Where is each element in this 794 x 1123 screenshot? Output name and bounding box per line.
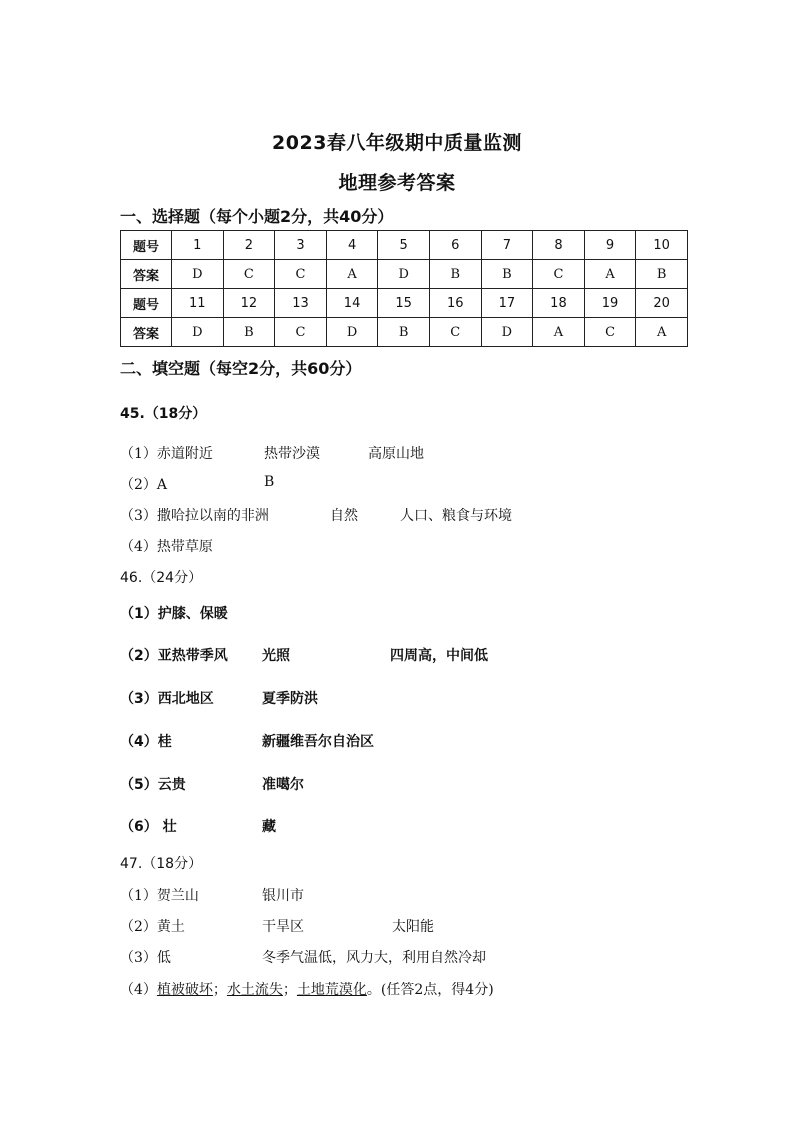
question-number: 18 bbox=[533, 289, 585, 318]
answer-text: 干旱区 bbox=[262, 919, 304, 935]
answer-text: （2）黄土 bbox=[120, 919, 185, 935]
question-number: 14 bbox=[326, 289, 378, 318]
answer-text: 水土流失 bbox=[226, 982, 283, 998]
answer-text: 准噶尔 bbox=[262, 777, 304, 793]
question-number: 3 bbox=[275, 231, 327, 260]
answer-text: （5）云贵 bbox=[120, 777, 186, 793]
row-label: 答案 bbox=[121, 260, 172, 289]
table-row bbox=[121, 260, 688, 289]
answer-cell: C bbox=[275, 260, 327, 289]
document-title: 2023春八年级期中质量监测 bbox=[272, 132, 522, 154]
question-number: 16 bbox=[429, 289, 481, 318]
table-row bbox=[121, 289, 688, 318]
separator: ； bbox=[212, 982, 227, 998]
question-number: 7 bbox=[481, 231, 533, 260]
answer-cell: A bbox=[584, 260, 636, 289]
question-number: 6 bbox=[429, 231, 481, 260]
scoring-note: 。(任答2点，得4分) bbox=[366, 982, 494, 998]
table-row bbox=[121, 318, 688, 347]
answer-cell: D bbox=[481, 318, 533, 347]
answer-cell: A bbox=[533, 318, 585, 347]
question-number: 15 bbox=[378, 289, 430, 318]
table-row bbox=[121, 231, 688, 260]
answer-text: 银川市 bbox=[262, 888, 304, 904]
answer-text: 光照 bbox=[262, 648, 290, 664]
answer-cell: B bbox=[378, 318, 430, 347]
answer-text: （3）撒哈拉以南的非洲 bbox=[120, 508, 269, 524]
answer-cell: D bbox=[378, 260, 430, 289]
answer-table bbox=[120, 230, 688, 347]
answer-text: （4）桂 bbox=[120, 734, 172, 750]
answer-text: （4）热带草原 bbox=[120, 539, 213, 555]
answer-text: （1）护膝、保暖 bbox=[120, 606, 228, 622]
question-46-heading: 46.（24分） bbox=[120, 570, 203, 586]
answer-text: （6） 壮 bbox=[120, 819, 177, 835]
question-number: 17 bbox=[481, 289, 533, 318]
answer-text: 新疆维吾尔自治区 bbox=[262, 734, 374, 750]
answer-cell: C bbox=[533, 260, 585, 289]
answer-cell: B bbox=[636, 260, 688, 289]
question-number: 8 bbox=[533, 231, 585, 260]
answer-text: 自然 bbox=[330, 508, 358, 524]
answer-cell: A bbox=[326, 260, 378, 289]
answer-cell: A bbox=[636, 318, 688, 347]
question-number: 20 bbox=[636, 289, 688, 318]
question-number: 11 bbox=[172, 289, 224, 318]
answer-text: 人口、粮食与环境 bbox=[400, 508, 512, 524]
answer-text: （1）赤道附近 bbox=[120, 446, 213, 462]
row-label: 答案 bbox=[121, 318, 172, 347]
question-45-heading: 45.（18分） bbox=[120, 406, 207, 422]
answer-text: （3）西北地区 bbox=[120, 691, 214, 707]
question-number: 9 bbox=[584, 231, 636, 260]
answer-cell: C bbox=[429, 318, 481, 347]
answer-cell: C bbox=[584, 318, 636, 347]
answer-text: 土地荒漠化 bbox=[296, 982, 367, 998]
question-number: 2 bbox=[223, 231, 275, 260]
answer-cell: D bbox=[172, 318, 224, 347]
answer-text: 高原山地 bbox=[368, 446, 424, 462]
answer-text: （2）亚热带季风 bbox=[120, 648, 228, 664]
document-subtitle: 地理参考答案 bbox=[338, 172, 456, 194]
answer-prefix: （4） bbox=[120, 982, 157, 998]
row-label: 题号 bbox=[121, 289, 172, 318]
question-number: 10 bbox=[636, 231, 688, 260]
q47-line-4 bbox=[120, 979, 494, 999]
answer-cell: C bbox=[275, 318, 327, 347]
question-number: 1 bbox=[172, 231, 224, 260]
row-label: 题号 bbox=[121, 231, 172, 260]
question-number: 19 bbox=[584, 289, 636, 318]
answer-text: 太阳能 bbox=[392, 919, 434, 935]
answer-text: （2）A bbox=[120, 477, 168, 493]
answer-text: 夏季防洪 bbox=[262, 691, 318, 707]
question-number: 4 bbox=[326, 231, 378, 260]
answer-cell: B bbox=[223, 318, 275, 347]
answer-cell: B bbox=[481, 260, 533, 289]
section-2-heading: 二、填空题（每空2分，共60分） bbox=[120, 359, 362, 378]
answer-cell: D bbox=[172, 260, 224, 289]
answer-cell: C bbox=[223, 260, 275, 289]
answer-text: （1）贺兰山 bbox=[120, 888, 199, 904]
separator: ； bbox=[282, 982, 297, 998]
question-47-heading: 47.（18分） bbox=[120, 856, 203, 872]
answer-text: B bbox=[264, 474, 275, 490]
answer-text: 四周高，中间低 bbox=[390, 648, 488, 664]
answer-text: 冬季气温低，风力大，利用自然冷却 bbox=[262, 950, 486, 966]
answer-cell: B bbox=[429, 260, 481, 289]
section-1-heading: 一、选择题（每个小题2分，共40分） bbox=[120, 207, 394, 226]
answer-text: （3）低 bbox=[120, 950, 171, 966]
question-number: 5 bbox=[378, 231, 430, 260]
answer-text: 植被破坏 bbox=[156, 982, 213, 998]
question-number: 12 bbox=[223, 289, 275, 318]
question-number: 13 bbox=[275, 289, 327, 318]
answer-cell: D bbox=[326, 318, 378, 347]
answer-text: 热带沙漠 bbox=[264, 446, 320, 462]
answer-text: 藏 bbox=[262, 819, 276, 835]
